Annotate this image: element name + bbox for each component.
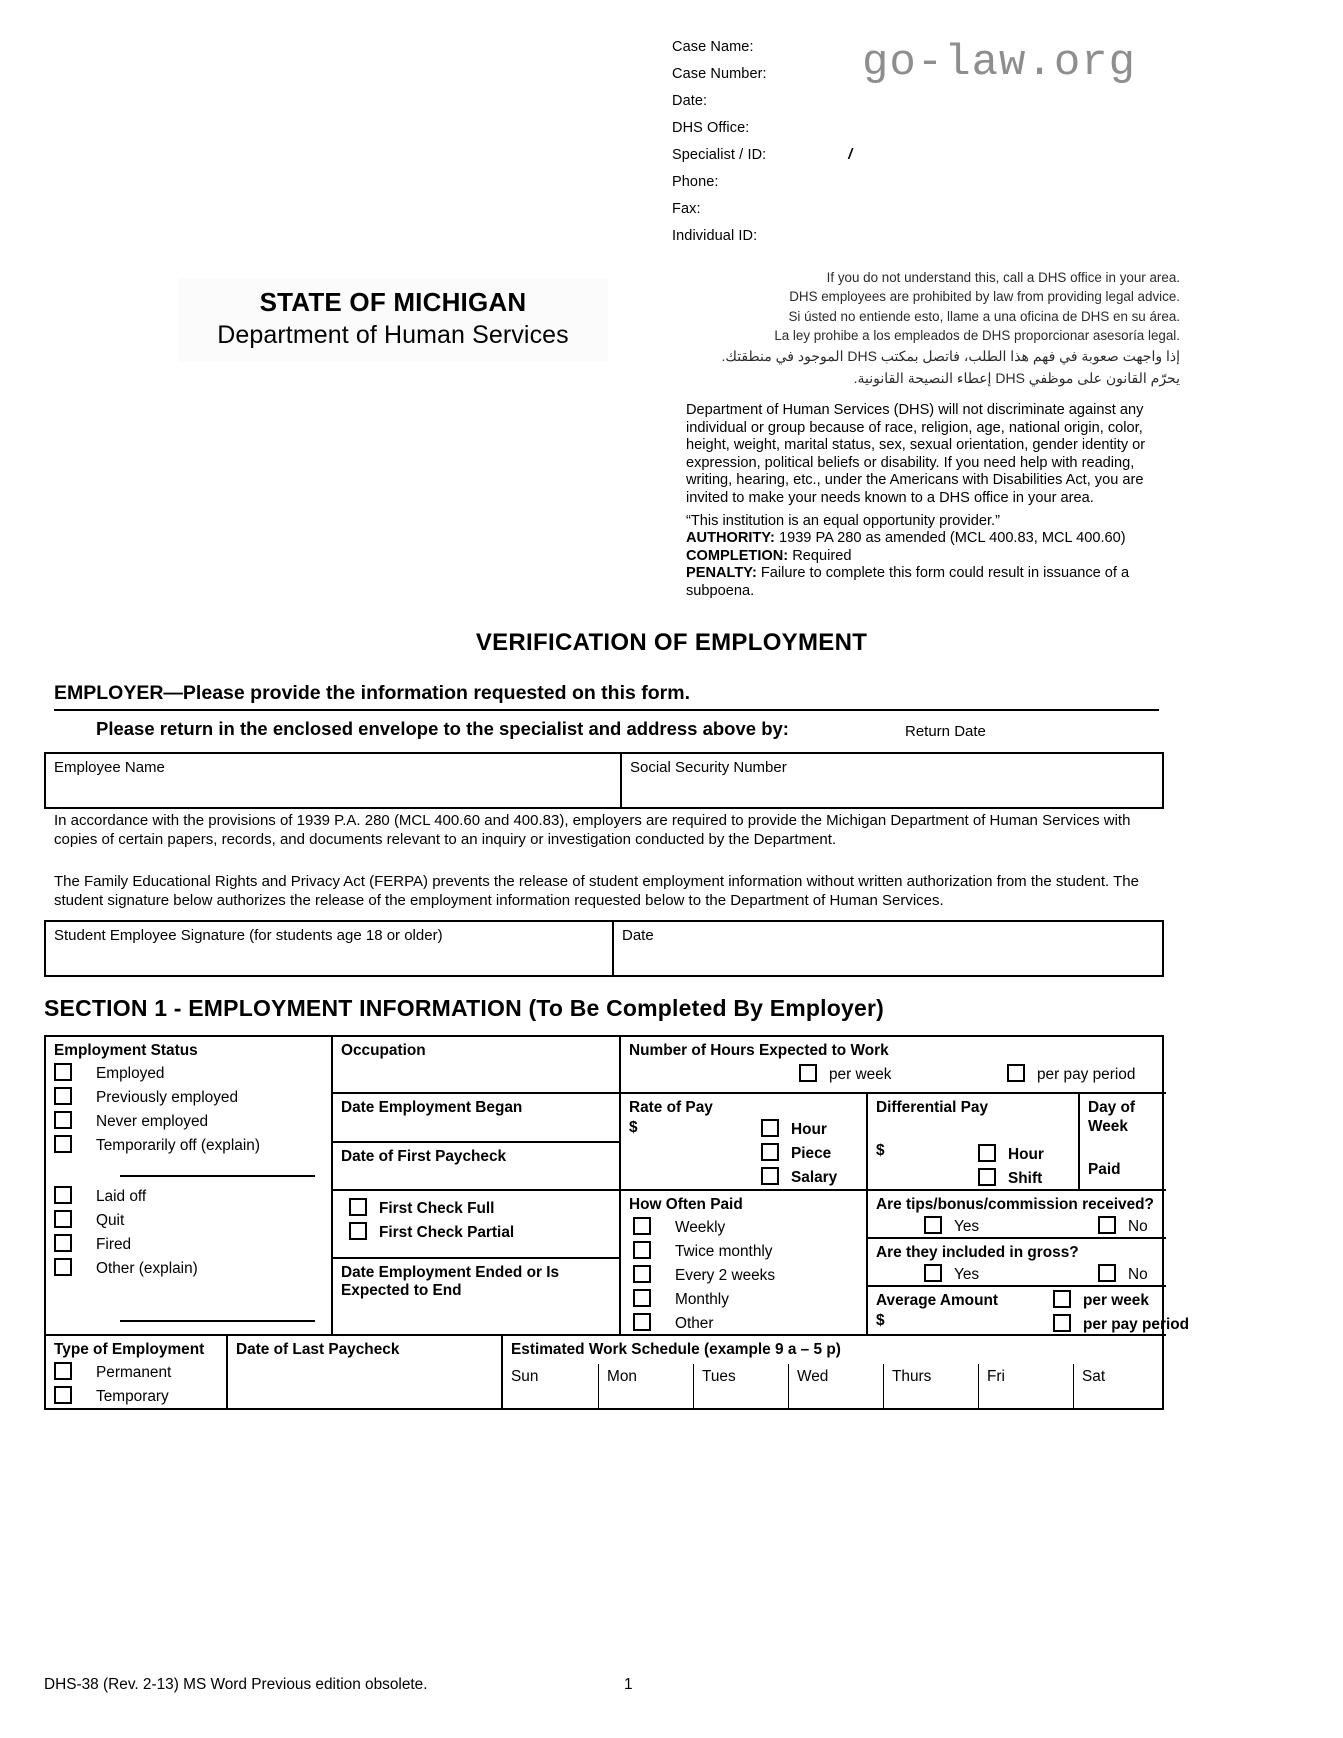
first-check-cell (331, 1189, 619, 1257)
checkbox-row-other-frequency[interactable] (633, 1312, 866, 1336)
tips-in-gross-cell (866, 1237, 1166, 1285)
schedule-day-thurs: Thurs (892, 1368, 932, 1385)
rate-of-pay-title: Rate of Pay (629, 1099, 713, 1116)
checkbox-row-never-employed[interactable] (54, 1110, 331, 1134)
label-fired: Fired (96, 1236, 132, 1253)
schedule-col-tues (693, 1364, 788, 1408)
checkbox-every-2-weeks[interactable] (633, 1265, 651, 1283)
rate-of-pay-cell (619, 1092, 866, 1189)
label-previously-employed: Previously employed (96, 1089, 239, 1106)
checkbox-row-twice-monthly[interactable] (633, 1240, 866, 1264)
tips-in-gross-question: Are they included in gross? (876, 1244, 1079, 1261)
checkbox-previously-employed[interactable] (54, 1087, 72, 1105)
checkbox-laid-off[interactable] (54, 1186, 72, 1204)
schedule-day-wed: Wed (797, 1368, 829, 1385)
date-last-paycheck-label: Date of Last Paycheck (236, 1341, 400, 1358)
type-of-employment-cell (46, 1334, 226, 1408)
date-employment-ended-label-line2: Expected to End (341, 1282, 462, 1299)
checkbox-first-check-partial[interactable] (349, 1222, 367, 1240)
label-average-per-pay-period: per pay period (1083, 1316, 1190, 1333)
checkbox-row-weekly[interactable] (633, 1216, 866, 1240)
checkbox-differential-shift[interactable] (978, 1168, 996, 1186)
checkbox-other-frequency[interactable] (633, 1313, 651, 1331)
schedule-day-sun: Sun (511, 1368, 539, 1385)
checkbox-row-previously-employed[interactable] (54, 1086, 331, 1110)
checkbox-other-explain[interactable] (54, 1258, 72, 1276)
employer-instruction: EMPLOYER—Please provide the information requested on this form. (54, 682, 1159, 711)
checkbox-row-first-check-full[interactable] (349, 1197, 619, 1221)
how-often-paid-cell (619, 1189, 866, 1334)
checkbox-row-employed[interactable] (54, 1062, 331, 1086)
checkbox-tips-received-yes[interactable] (924, 1216, 942, 1234)
schedule-col-sat (1073, 1364, 1168, 1408)
section-1-heading: SECTION 1 - EMPLOYMENT INFORMATION (To Be Completed By Employer) (44, 995, 884, 1021)
date-employment-began-cell (331, 1092, 619, 1141)
checkbox-row-tips-gross-yes[interactable] (924, 1263, 979, 1287)
date-last-paycheck-cell (226, 1334, 501, 1408)
checkbox-rate-salary[interactable] (761, 1167, 779, 1185)
section-1-grid (44, 1035, 1190, 1410)
header-field-case-name: Case Name: (672, 39, 754, 55)
label-first-check-partial: First Check Partial (379, 1224, 515, 1241)
checkbox-row-quit[interactable] (54, 1209, 198, 1233)
provisions-paragraph: In accordance with the provisions of 1939 P.A. 280 (MCL 400.60 and 400.83), employers are required to provide the Michigan Department of Human Services with copies of certain papers, records, and documents relevant to an inquiry or investigation conducted by the Department. (54, 812, 1131, 848)
checkbox-row-first-check-partial[interactable] (349, 1221, 619, 1245)
checkbox-hours-per-week[interactable] (799, 1064, 817, 1082)
label-rate-salary: Salary (791, 1169, 838, 1186)
day-of-week-paid-line3: Paid (1088, 1161, 1121, 1178)
checkbox-tips-received-no[interactable] (1098, 1216, 1116, 1234)
equal-opportunity-statement: “This institution is an equal opportunity provider.” (686, 512, 1000, 529)
work-schedule-title: Estimated Work Schedule (example 9 a – 5 p) (511, 1341, 841, 1358)
checkbox-row-other-explain[interactable] (54, 1257, 198, 1281)
notice-line-en-2: DHS employees are prohibited by law from providing legal advice. (789, 289, 1180, 305)
label-employed: Employed (96, 1065, 165, 1082)
employment-status-title: Employment Status (54, 1042, 198, 1059)
label-monthly: Monthly (675, 1291, 729, 1308)
page-footer (44, 1676, 1164, 1694)
date-first-paycheck-cell (331, 1141, 619, 1189)
header-field-phone: Phone: (672, 174, 719, 190)
checkbox-twice-monthly[interactable] (633, 1241, 651, 1259)
label-never-employed: Never employed (96, 1113, 209, 1130)
form-id: DHS-38 (Rev. 2-13) MS Word Previous edition obsolete. (44, 1676, 428, 1693)
header-field-date: Date: (672, 93, 708, 109)
checkbox-row-tips-received-no[interactable] (1098, 1215, 1148, 1239)
checkbox-permanent[interactable] (54, 1362, 72, 1380)
schedule-day-tues: Tues (702, 1368, 736, 1385)
schedule-col-fri (978, 1364, 1073, 1408)
watermark: go-law.org (862, 38, 1137, 88)
checkbox-temporary[interactable] (54, 1386, 72, 1404)
checkbox-row-permanent[interactable] (54, 1361, 226, 1385)
logo-line-state: STATE OF MICHIGAN (259, 287, 527, 317)
label-tips-received-no: No (1128, 1218, 1148, 1235)
student-signature-label: Student Employee Signature (for students age 18 or older) (54, 927, 443, 944)
checkbox-differential-hour[interactable] (978, 1144, 996, 1162)
label-tips-gross-yes: Yes (954, 1266, 980, 1283)
label-tips-received-yes: Yes (954, 1218, 980, 1235)
label-weekly: Weekly (675, 1219, 726, 1236)
employee-identity-box (44, 752, 1164, 809)
rate-of-pay-currency: $ (629, 1119, 638, 1136)
return-instruction: Please return in the enclosed envelope to the specialist and address above by: (96, 718, 789, 739)
label-rate-piece: Piece (791, 1145, 832, 1162)
page-title: VERIFICATION OF EMPLOYMENT (475, 629, 868, 656)
schedule-day-fri: Fri (987, 1368, 1005, 1385)
how-often-paid-title: How Often Paid (629, 1196, 743, 1213)
schedule-day-mon: Mon (607, 1368, 637, 1385)
checkbox-row-tips-received-yes[interactable] (924, 1215, 979, 1239)
employment-status-cell (46, 1037, 331, 1334)
checkbox-row-tips-gross-no[interactable] (1098, 1263, 1148, 1287)
checkbox-quit[interactable] (54, 1210, 72, 1228)
label-differential-hour: Hour (1008, 1146, 1044, 1163)
differential-pay-cell (866, 1092, 1078, 1189)
authority-value: 1939 PA 280 as amended (MCL 400.83, MCL 400.60) (774, 530, 1126, 547)
nondiscrimination-paragraph: Department of Human Services (DHS) will not discriminate against any individual or group because of race, religion, age, national origin, color, height, weight, marital status, sex, sexual orientation, gender identity or expression, political beliefs or disability. If you need help with reading, writing, hearing, etc., under the Americans with Disabilities Act, you are invited to make your needs known to a DHS office in your area. (686, 402, 1146, 506)
explain-write-in-line[interactable] (120, 1175, 315, 1177)
label-tips-gross-no: No (1128, 1266, 1148, 1283)
average-amount-currency: $ (876, 1312, 885, 1329)
checkbox-tips-gross-yes[interactable] (924, 1264, 942, 1282)
header-field-specialist-id: Specialist / ID: / (672, 142, 1192, 169)
header-field-individual-id: Individual ID: (672, 228, 758, 244)
occupation-cell (331, 1037, 619, 1092)
authority-line (686, 530, 1164, 548)
tips-received-question: Are tips/bonus/commission received? (876, 1196, 1154, 1213)
checkbox-row-temporarily-off[interactable] (54, 1134, 331, 1158)
label-differential-shift: Shift (1008, 1170, 1043, 1187)
penalty-label: PENALTY: (686, 565, 757, 582)
completion-line (686, 548, 1164, 566)
other-explain-write-in-line[interactable] (120, 1320, 315, 1322)
signature-date-label: Date (622, 927, 654, 944)
checkbox-row-rate-salary[interactable] (761, 1166, 837, 1190)
penalty-line (686, 565, 1164, 600)
differential-pay-title: Differential Pay (876, 1099, 989, 1116)
checkbox-row-monthly[interactable] (633, 1288, 866, 1312)
header-field-case-number: Case Number: (672, 66, 767, 82)
header-field-dhs-office: DHS Office: (672, 120, 750, 136)
day-of-week-paid-line2: Week (1088, 1118, 1128, 1135)
ssn-label: Social Security Number (630, 759, 787, 776)
hours-expected-title: Number of Hours Expected to Work (629, 1042, 889, 1059)
schedule-col-thurs (883, 1364, 978, 1408)
average-amount-title: Average Amount (876, 1292, 999, 1309)
label-every-2-weeks: Every 2 weeks (675, 1267, 776, 1284)
checkbox-temporarily-off[interactable] (54, 1135, 72, 1153)
notice-line-ar-1: إذا واجهت صعوبة في فهم هذا الطلب، فاتصل بمكتب DHS الموجود في منطقتك. (721, 348, 1180, 365)
label-quit: Quit (96, 1212, 125, 1229)
label-permanent: Permanent (96, 1364, 172, 1381)
differential-pay-currency: $ (876, 1142, 885, 1159)
checkbox-rate-hour[interactable] (761, 1119, 779, 1137)
checkbox-row-differential-hour[interactable] (978, 1143, 1044, 1167)
type-of-employment-title: Type of Employment (54, 1341, 205, 1358)
checkbox-employed[interactable] (54, 1063, 72, 1081)
label-hours-per-week: per week (829, 1066, 892, 1083)
return-date-label: Return Date (905, 723, 986, 740)
checkbox-fired[interactable] (54, 1234, 72, 1252)
checkbox-row-fired[interactable] (54, 1233, 198, 1257)
work-schedule-cell (501, 1334, 1166, 1408)
label-temporarily-off: Temporarily off (explain) (96, 1137, 260, 1154)
hours-expected-cell (619, 1037, 1166, 1092)
date-first-paycheck-label: Date of First Paycheck (341, 1148, 507, 1165)
checkbox-weekly[interactable] (633, 1217, 651, 1235)
label-twice-monthly: Twice monthly (675, 1243, 773, 1260)
tips-received-cell (866, 1189, 1166, 1237)
checkbox-row-rate-hour[interactable] (761, 1118, 837, 1142)
notice-line-en-1: If you do not understand this, call a DHS office in your area. (826, 270, 1180, 285)
checkbox-row-hours-per-pay-period[interactable] (1007, 1063, 1135, 1087)
checkbox-row-temporary[interactable] (54, 1385, 226, 1409)
label-temporary: Temporary (96, 1388, 169, 1405)
occupation-label: Occupation (341, 1042, 426, 1059)
page-number: 1 (624, 1676, 633, 1693)
label-average-per-week: per week (1083, 1292, 1149, 1309)
notice-line-ar-2: يحرّم القانون على موظفي DHS إعطاء النصيحة القانونية. (853, 370, 1180, 387)
specialist-id-separator: / (848, 147, 853, 163)
date-employment-ended-label-line1: Date Employment Ended or Is (341, 1264, 560, 1281)
label-hours-per-pay-period: per pay period (1037, 1066, 1136, 1083)
student-signature-box (44, 920, 1164, 977)
label-other-frequency: Other (675, 1315, 714, 1332)
schedule-col-wed (788, 1364, 883, 1408)
notice-line-es-2: La ley prohibe a los empleados de DHS proporcionar asesoría legal. (774, 327, 1180, 343)
checkbox-row-laid-off[interactable] (54, 1185, 198, 1209)
ferpa-paragraph: The Family Educational Rights and Privacy Act (FERPA) prevents the release of student employment information without written authorization from the student. The student signature below authorizes the release of the employment information requested below to the Department of Human Services. (54, 873, 1139, 909)
date-employment-began-label: Date Employment Began (341, 1099, 523, 1116)
day-of-week-paid-cell (1078, 1092, 1166, 1189)
state-of-michigan-logo (178, 278, 608, 362)
checkbox-average-per-pay-period[interactable] (1053, 1314, 1071, 1332)
checkbox-monthly[interactable] (633, 1289, 651, 1307)
date-employment-ended-cell (331, 1257, 619, 1334)
employee-name-label: Employee Name (54, 759, 165, 776)
label-rate-hour: Hour (791, 1121, 827, 1138)
checkbox-never-employed[interactable] (54, 1111, 72, 1129)
schedule-day-sat: Sat (1082, 1368, 1106, 1385)
header-field-fax: Fax: (672, 201, 701, 217)
checkbox-rate-piece[interactable] (761, 1143, 779, 1161)
average-amount-cell (866, 1285, 1190, 1334)
logo-line-department: Department of Human Services (217, 321, 569, 349)
notice-line-es-1: Si ústed no entiende esto, llame a una oficina de DHS en su área. (788, 308, 1180, 324)
authority-label: AUTHORITY: (686, 530, 775, 547)
legal-notice-block (686, 402, 1164, 601)
multilingual-notice (600, 268, 1180, 389)
completion-label: COMPLETION: (686, 547, 789, 564)
checkbox-hours-per-pay-period[interactable] (1007, 1064, 1025, 1082)
checkbox-first-check-full[interactable] (349, 1198, 367, 1216)
checkbox-row-average-per-week[interactable] (1053, 1289, 1149, 1313)
penalty-value: Failure to complete this form could result in issuance of a subpoena. (686, 565, 1130, 599)
checkbox-tips-gross-no[interactable] (1098, 1264, 1116, 1282)
label-laid-off: Laid off (96, 1188, 147, 1205)
completion-value: Required (788, 547, 852, 564)
label-first-check-full: First Check Full (379, 1200, 495, 1217)
checkbox-average-per-week[interactable] (1053, 1290, 1071, 1308)
schedule-col-mon (598, 1364, 693, 1408)
label-other-explain: Other (explain) (96, 1260, 198, 1277)
checkbox-row-hours-per-week[interactable] (799, 1063, 891, 1087)
checkbox-row-every-2-weeks[interactable] (633, 1264, 866, 1288)
checkbox-row-differential-shift[interactable] (978, 1167, 1044, 1191)
day-of-week-paid-line1: Day of (1088, 1099, 1136, 1116)
checkbox-row-rate-piece[interactable] (761, 1142, 837, 1166)
